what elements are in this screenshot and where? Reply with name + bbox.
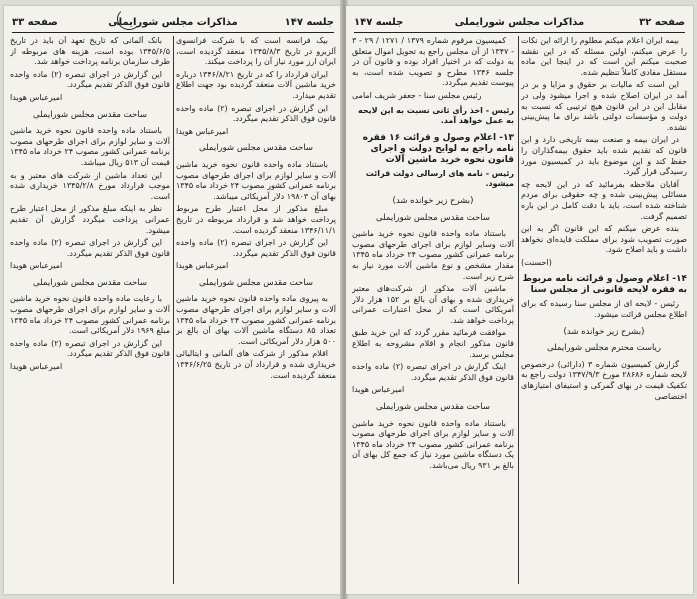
paragraph: باستناد ماده واحده قانون نحوه خرید ماشین آلات و سایر لوازم برای اجرای طرحهای مصوب برنامه عمرانی کشور مصوب ۲۴ خرداد ماه ۱۳۴۵ یک دستگاه ماشین مورد نیاز که جمع کل بهای آن بالغ بر ۹۳۱ ریال می‌باشد. xyxy=(352,418,514,470)
minister-signature: امیرعباس هویدا xyxy=(352,385,405,395)
right-page-session: جلسه ۱۴۷ xyxy=(354,17,404,28)
right-page-title: مذاکرات مجلس شورایملی xyxy=(454,17,585,28)
paragraph: ایران قرارداد را که در تاریخ ۱۳۴۶/۸/۲۱ درباره خرید ماشین آلات منعقد گردیده بود جهت اطلاع تقدیم میدارد. xyxy=(176,69,336,100)
left-page-title: مذاکرات مجلس شورایملی xyxy=(108,17,238,28)
reading-note: (بشرح زیر خوانده شد) xyxy=(392,195,474,206)
handwritten-mark xyxy=(117,8,141,30)
paragraph: این گزارش در اجرای تبصره (۲) ماده واحده قانون فوق الذکر تقدیم میگردد. xyxy=(10,69,170,90)
right-page-header xyxy=(354,16,685,33)
senate-signature: رئیس مجلس سنا - جعفر شریف امامی xyxy=(352,90,482,100)
left-page xyxy=(4,6,342,594)
paragraph: بنده عرض میکنم که این قانون اگر به این صورت تصویب شود برای مملکت فایده‌ای نخواهد داشت و باید اصلاح شود. xyxy=(521,224,687,255)
left-page-column-right xyxy=(176,36,336,586)
minister-signature: امیرعباس هویدا xyxy=(10,362,63,372)
column-divider xyxy=(173,36,174,584)
paragraph: باستناد ماده واحده قانون نحوه خرید ماشین آلات و سایر لوازم برای اجرای طرحهای مصوب برنامه عمرانی کشور مصوب ۲۴ خرداد ماه ۱۳۴۵ بهای آن ۱۹۸۰۳ دلار آمریکائی میباشد. xyxy=(176,159,336,201)
paragraph: باستناد ماده واحده قانون نحوه خرید ماشین آلات و سایر لوازم برای اجرای طرحهای مصوب برنامه عمرانی کشور مصوب ۲۴ خرداد ماه ۱۳۴۵ قیمت آن ۵۱۳ ریال میباشد. xyxy=(10,126,170,167)
addressee: ریاست محترم مجلس شورایملی xyxy=(546,343,662,354)
paragraph: به پیروی ماده واحده قانون نحوه خرید ماشین آلات و سایر لوازم برای اجرای طرحهای مصوب برنامه عمرانی کشور مصوب ۲۴ خرداد ماه ۱۳۴۵ تعداد ۸۵ دستگاه ماشین آلات بهای آن بالغ بر ۵۰۰ هزار دلار آمریکائی است. xyxy=(176,294,336,346)
paragraph: موافقت فرمائید مقرر گردد که این خرید طبق قانون مذکور انجام و اقلام مشروحه به اطلاع مجلس برسد. xyxy=(352,328,514,359)
paragraph: گزارش کمیسیون شماره ۳ (دارائی) درخصوص لایحه شماره ۲۸۶۸۶ مورخ ۱۳۴۷/۹/۳ دولت راجع به تکفیک قیمت در بهای گمرکی و استیفای امتیازهای اختصاصی xyxy=(521,359,687,401)
paragraph: بیمه ایران اعلام میکنم مطلوم را ارائه این نکات را عرض میکنم، اولین مسئله که در این نقشه صحبت میکنم این است که در اینجا این ماده مستقل مفادی کاملاً تنظیم شده. xyxy=(521,36,687,77)
paragraph: با رعایت ماده واحده قانون نحوه خرید ماشین آلات و سایر لوازم برای اجرای طرحهای مصوب برنامه عمرانی کشور مصوب ۲۴ خرداد ماه ۱۳۴۵ مبلغ ۱۹۶۹ دلار آمریکائی است. xyxy=(10,294,170,336)
minister-signature: امیرعباس هویدا xyxy=(10,92,63,102)
addressee: ساحت مقدس مجلس شورایملی xyxy=(33,277,147,288)
paragraph: آقایان ملاحظه بفرمائید که در این لایحه چه مسائلی پیش‌بینی شده و چه حقوقی برای مردم شناخته شده است، باید با دقت کامل در این باره تصمیم گرفت. xyxy=(521,179,687,221)
paragraph: کمیسیون مرقوم شماره ۱۳۷۹ / ۱۲۷۱ / ۲۹ - ۳ - ۱۳۴۷ از آن مجلس راجع به تحویل اموال متعلق به دولت که در اختیار افراد بوده و قانون آن در جلسه ۱۳۴۶ مطرح و تصویب شده است، به پیوست تقدیم میگردد. xyxy=(352,36,514,88)
paragraph: اینک گزارش در اجرای تبصره (۲) ماده واحده قانون فوق الذکر تقدیم میگردد. xyxy=(352,362,514,382)
paragraph: رئیس - لایحه ای از مجلس سنا رسیده که برای اطلاع مجلس قرائت میشود. xyxy=(521,299,687,320)
paragraph: این گزارش در اجرای تبصره (۲) ماده واحده قانون فوق الذکر تقدیم میگردد. xyxy=(176,238,336,258)
column-divider xyxy=(518,36,519,584)
addressee: ساحت مقدس مجلس شورایملی xyxy=(376,212,490,223)
minister-signature: امیرعباس هویدا xyxy=(10,261,63,271)
paragraph: بانک آلمانی که تاریخ تعهد آن باید در تاریخ ۱۳۴۵/۶/۵ بوده است، هزینه های مربوطه از طرف سازمان برنامه پرداخت خواهد شد. xyxy=(10,36,170,67)
addressee: ساحت مقدس مجلس شورایملی xyxy=(199,143,313,154)
paragraph: این گزارش در اجرای تبصره (۲) ماده واحده قانون فوق الذکر تقدیم میگردد. xyxy=(10,338,170,359)
addressee: ساحت مقدس مجلس شورایملی xyxy=(199,277,313,288)
chair-remark: رئیس - اخذ رأی ثانی نسبت به این لایحه به عمل خواهد آمد. xyxy=(358,105,514,126)
reading-note: (بشرح زیر خوانده شد) xyxy=(563,326,645,337)
minister-signature: امیرعباس هویدا xyxy=(176,261,229,271)
paragraph: در ایران بیمه و صنعت بیمه تاریخی دارد و این قانون که تقدیم شده باید حقوق بیمه‌گذاران را حفظ کند و این موضوع باید در کمیسیون مورد رسیدگی قرار گیرد. xyxy=(521,135,687,177)
section-heading: ۱۴- اعلام وصول و قرائت نامه مربوط به فقره لایحه قانونی از مجلس سنا xyxy=(522,274,687,296)
paragraph: بیک فرانسه است که با شرکت فرانسوی آلزبرو در تاریخ ۱۳۴۵/۸/۳ منعقد گردیده است، ایران ارز مورد نیاز آن را پرداخت میکند. xyxy=(176,36,336,67)
paragraph: ماشین آلات مذکور از شرکت‌های معتبر خریداری شده و بهای آن بالغ بر ۱۵۲ هزار دلار آمریکائی است که از محل اعتبارات عمرانی پرداخت خواهد شد. xyxy=(352,284,514,325)
paragraph: این گزارش در اجرای تبصره (۲) ماده واحده قانون فوق الذکر تقدیم میگردد. xyxy=(176,103,336,124)
left-page-session: جلسه ۱۴۷ xyxy=(284,17,334,28)
minister-signature: امیرعباس هویدا xyxy=(176,126,229,136)
section-heading: ۱۳- اعلام وصول و قرائت ۱۶ فقره نامه راجع به لوایح دولت و اجرای قانون نحوه خرید ماشین آلات xyxy=(362,132,514,165)
chair-remark: رئیس - نامه های ارسالی دولت قرائت میشود. xyxy=(365,168,514,189)
left-page-header xyxy=(12,16,334,33)
paragraph: باستناد ماده واحده قانون نحوه خرید ماشین آلات وسایر لوازم برای اجرای طرحهای مصوب برنامه عمرانی کشور مصوب ۲۴ خرداد ماه ۱۳۴۵ مقدار مشخص و نوع ماشین آلات مورد نیاز به شرح زیر است. xyxy=(352,229,514,281)
right-page-number: صفحه ۳۲ xyxy=(639,17,685,28)
paragraph: این گزارش در اجرای تبصره (۲) ماده واحده قانون فوق الذکر تقدیم میگردد. xyxy=(10,238,170,258)
paragraph: نظر به اینکه مبلغ مذکور از محل اعتبار طرح عمرانی پرداخت میگردد گزارش آن تقدیم میشود. xyxy=(10,204,170,235)
right-page-column-right xyxy=(521,36,687,586)
addressee: ساحت مقدس مجلس شورایملی xyxy=(376,402,490,413)
left-page-number: صفحه ۳۳ xyxy=(12,17,58,28)
paragraph: مبلغ مذکور از محل اعتبار طرح مربوط پرداخت خواهد شد و قرارداد مربوطه در تاریخ ۱۳۴۶/۱۱/۱ منعقد گردیده است. xyxy=(176,204,336,235)
right-page xyxy=(346,6,693,594)
right-page-column-left xyxy=(352,36,514,586)
applause-note: (احسنت) xyxy=(521,257,552,267)
paragraph: این است که مالیات بر حقوق و مزایا و بر در آمد در ایران اصلاح شده و اجرا میشود ولی در مقابل این در این قانون هیچ ترتیبی که نسبت به دولت و مؤسسات دولتی باشد برای ما پیش‌بینی نشده. xyxy=(521,80,687,132)
paragraph: اقلام مذکور از شرکت های آلمانی و ایتالیائی خریداری شده و قرارداد آن در تاریخ ۱۳۴۶/۶/۲۵ منعقد گردیده است. xyxy=(176,349,336,380)
paragraph: این تعداد ماشین از شرکت های معتبر و به موجب قرارداد مورخ ۱۳۴۵/۲/۸ خریداری شده است. xyxy=(10,170,170,201)
addressee: ساحت مقدس مجلس شورایملی xyxy=(33,109,147,120)
left-page-column-left xyxy=(10,36,170,586)
